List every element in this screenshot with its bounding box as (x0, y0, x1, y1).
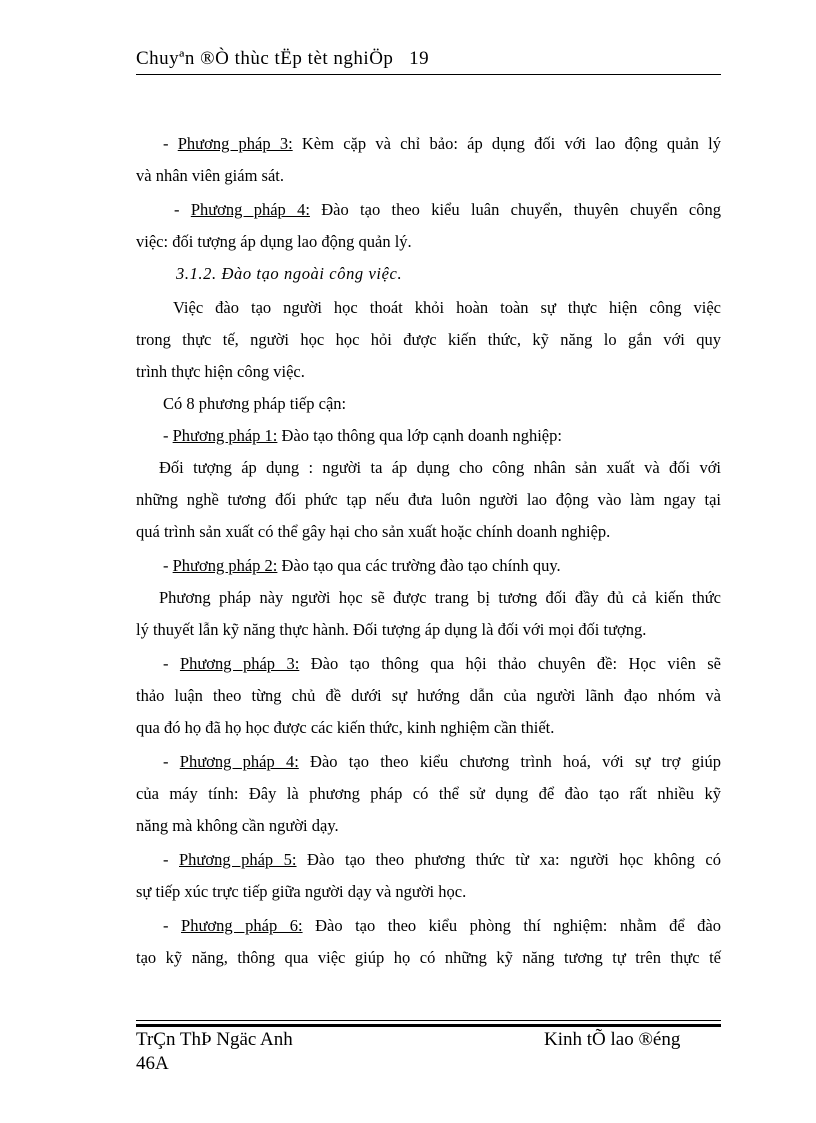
paragraph-line: trong thực tế, người học học hỏi được kiến thức, kỹ năng lo gắn với quy (136, 330, 721, 349)
footer-divider (136, 1020, 721, 1021)
method-4b-line-1: - Phương pháp 4: Đào tạo theo kiểu chương trình hoá, với sự trợ giúp (163, 752, 721, 771)
section-heading: 3.1.2. Đào tạo ngoài công việc. (176, 264, 403, 283)
footer-divider-thick (136, 1024, 721, 1027)
footer-author-block (136, 1028, 293, 1076)
header-page-number: 19 (409, 48, 430, 69)
method-5-line-1: - Phương pháp 5: Đào tạo theo phương thức từ xa: người học không có (163, 850, 721, 869)
paragraph-line: trình thực hiện công việc. (136, 362, 305, 381)
paragraph-line: quá trình sản xuất có thể gây hại cho sản xuất hoặc chính doanh nghiệp. (136, 522, 611, 541)
method-6-line-1: - Phương pháp 6: Đào tạo theo kiểu phòng thí nghiệm: nhằm để đào (163, 916, 721, 935)
paragraph-line: qua đó họ đã họ học được các kiến thức, kinh nghiệm cần thiết. (136, 718, 555, 737)
method-label: Phương pháp 4: (190, 200, 310, 219)
method-3b-line-1: - Phương pháp 3: Đào tạo thông qua hội thảo chuyên đề: Học viên sẽ (163, 654, 721, 673)
paragraph-line: tạo kỹ năng, thông qua việc giúp họ có những kỹ năng tương tự trên thực tế (136, 948, 721, 967)
method-4-line-1: - Phương pháp 4: Đào tạo theo kiểu luân chuyển, thuyên chuyển công (174, 200, 721, 219)
paragraph-line: sự tiếp xúc trực tiếp giữa người dạy và người học. (136, 882, 467, 901)
paragraph-line: Đối tượng áp dụng : người ta áp dụng cho công nhân sản xuất và đối với (159, 458, 721, 477)
method-4-line-2: việc: đối tượng áp dụng lao động quản lý. (136, 232, 412, 251)
footer-class: 46A (136, 1053, 169, 1074)
method-label: Phương pháp 5: (179, 850, 297, 869)
header-title: Chuyªn ®Ò thùc tËp tèt nghiÖp (136, 48, 394, 69)
method-3-line-1: - Phương pháp 3: Kèm cặp và chỉ bảo: áp dụng đối với lao động quản lý (163, 134, 721, 153)
paragraph-line: những nghề tương đối phức tạp nếu đưa luôn người lao động vào làm ngay tại (136, 490, 721, 509)
method-label: Phương pháp 2: (172, 556, 278, 575)
paragraph-line: năng mà không cần người dạy. (136, 816, 339, 835)
method-3-line-2: và nhân viên giám sát. (136, 166, 285, 185)
paragraph-line: lý thuyết lẫn kỹ năng thực hành. Đối tượng áp dụng là đối với mọi đối tượng. (136, 620, 647, 639)
method-label: Phương pháp 4: (179, 752, 299, 771)
method-label: Phương pháp 3: (177, 134, 293, 153)
paragraph-line: Việc đào tạo người học thoát khỏi hoàn toàn sự thực hiện công việc (173, 298, 721, 317)
method-label: Phương pháp 1: (172, 426, 278, 445)
footer-author: TrÇn ThÞ Ngäc Anh (136, 1029, 293, 1050)
approach-intro: Có 8 phương pháp tiếp cận: (163, 394, 347, 413)
method-label: Phương pháp 6: (181, 916, 303, 935)
method-1-line: - Phương pháp 1: Đào tạo thông qua lớp cạnh doanh nghiệp: (163, 426, 562, 445)
page-header (136, 48, 721, 70)
header-divider (136, 74, 721, 75)
paragraph-line: thảo luận theo từng chủ đề dưới sự hướng dẫn của người lãnh đạo nhóm và (136, 686, 721, 705)
method-label: Phương pháp 3: (179, 654, 300, 673)
paragraph-line: của máy tính: Đây là phương pháp có thể sử dụng để đào tạo rất nhiều kỹ (136, 784, 721, 803)
footer-department: Kinh tÕ lao ®éng (544, 1029, 681, 1050)
method-2-line: - Phương pháp 2: Đào tạo qua các trường đào tạo chính quy. (163, 556, 561, 575)
paragraph-line: Phương pháp này người học sẽ được trang bị tương đối đầy đủ cả kiến thức (159, 588, 721, 607)
